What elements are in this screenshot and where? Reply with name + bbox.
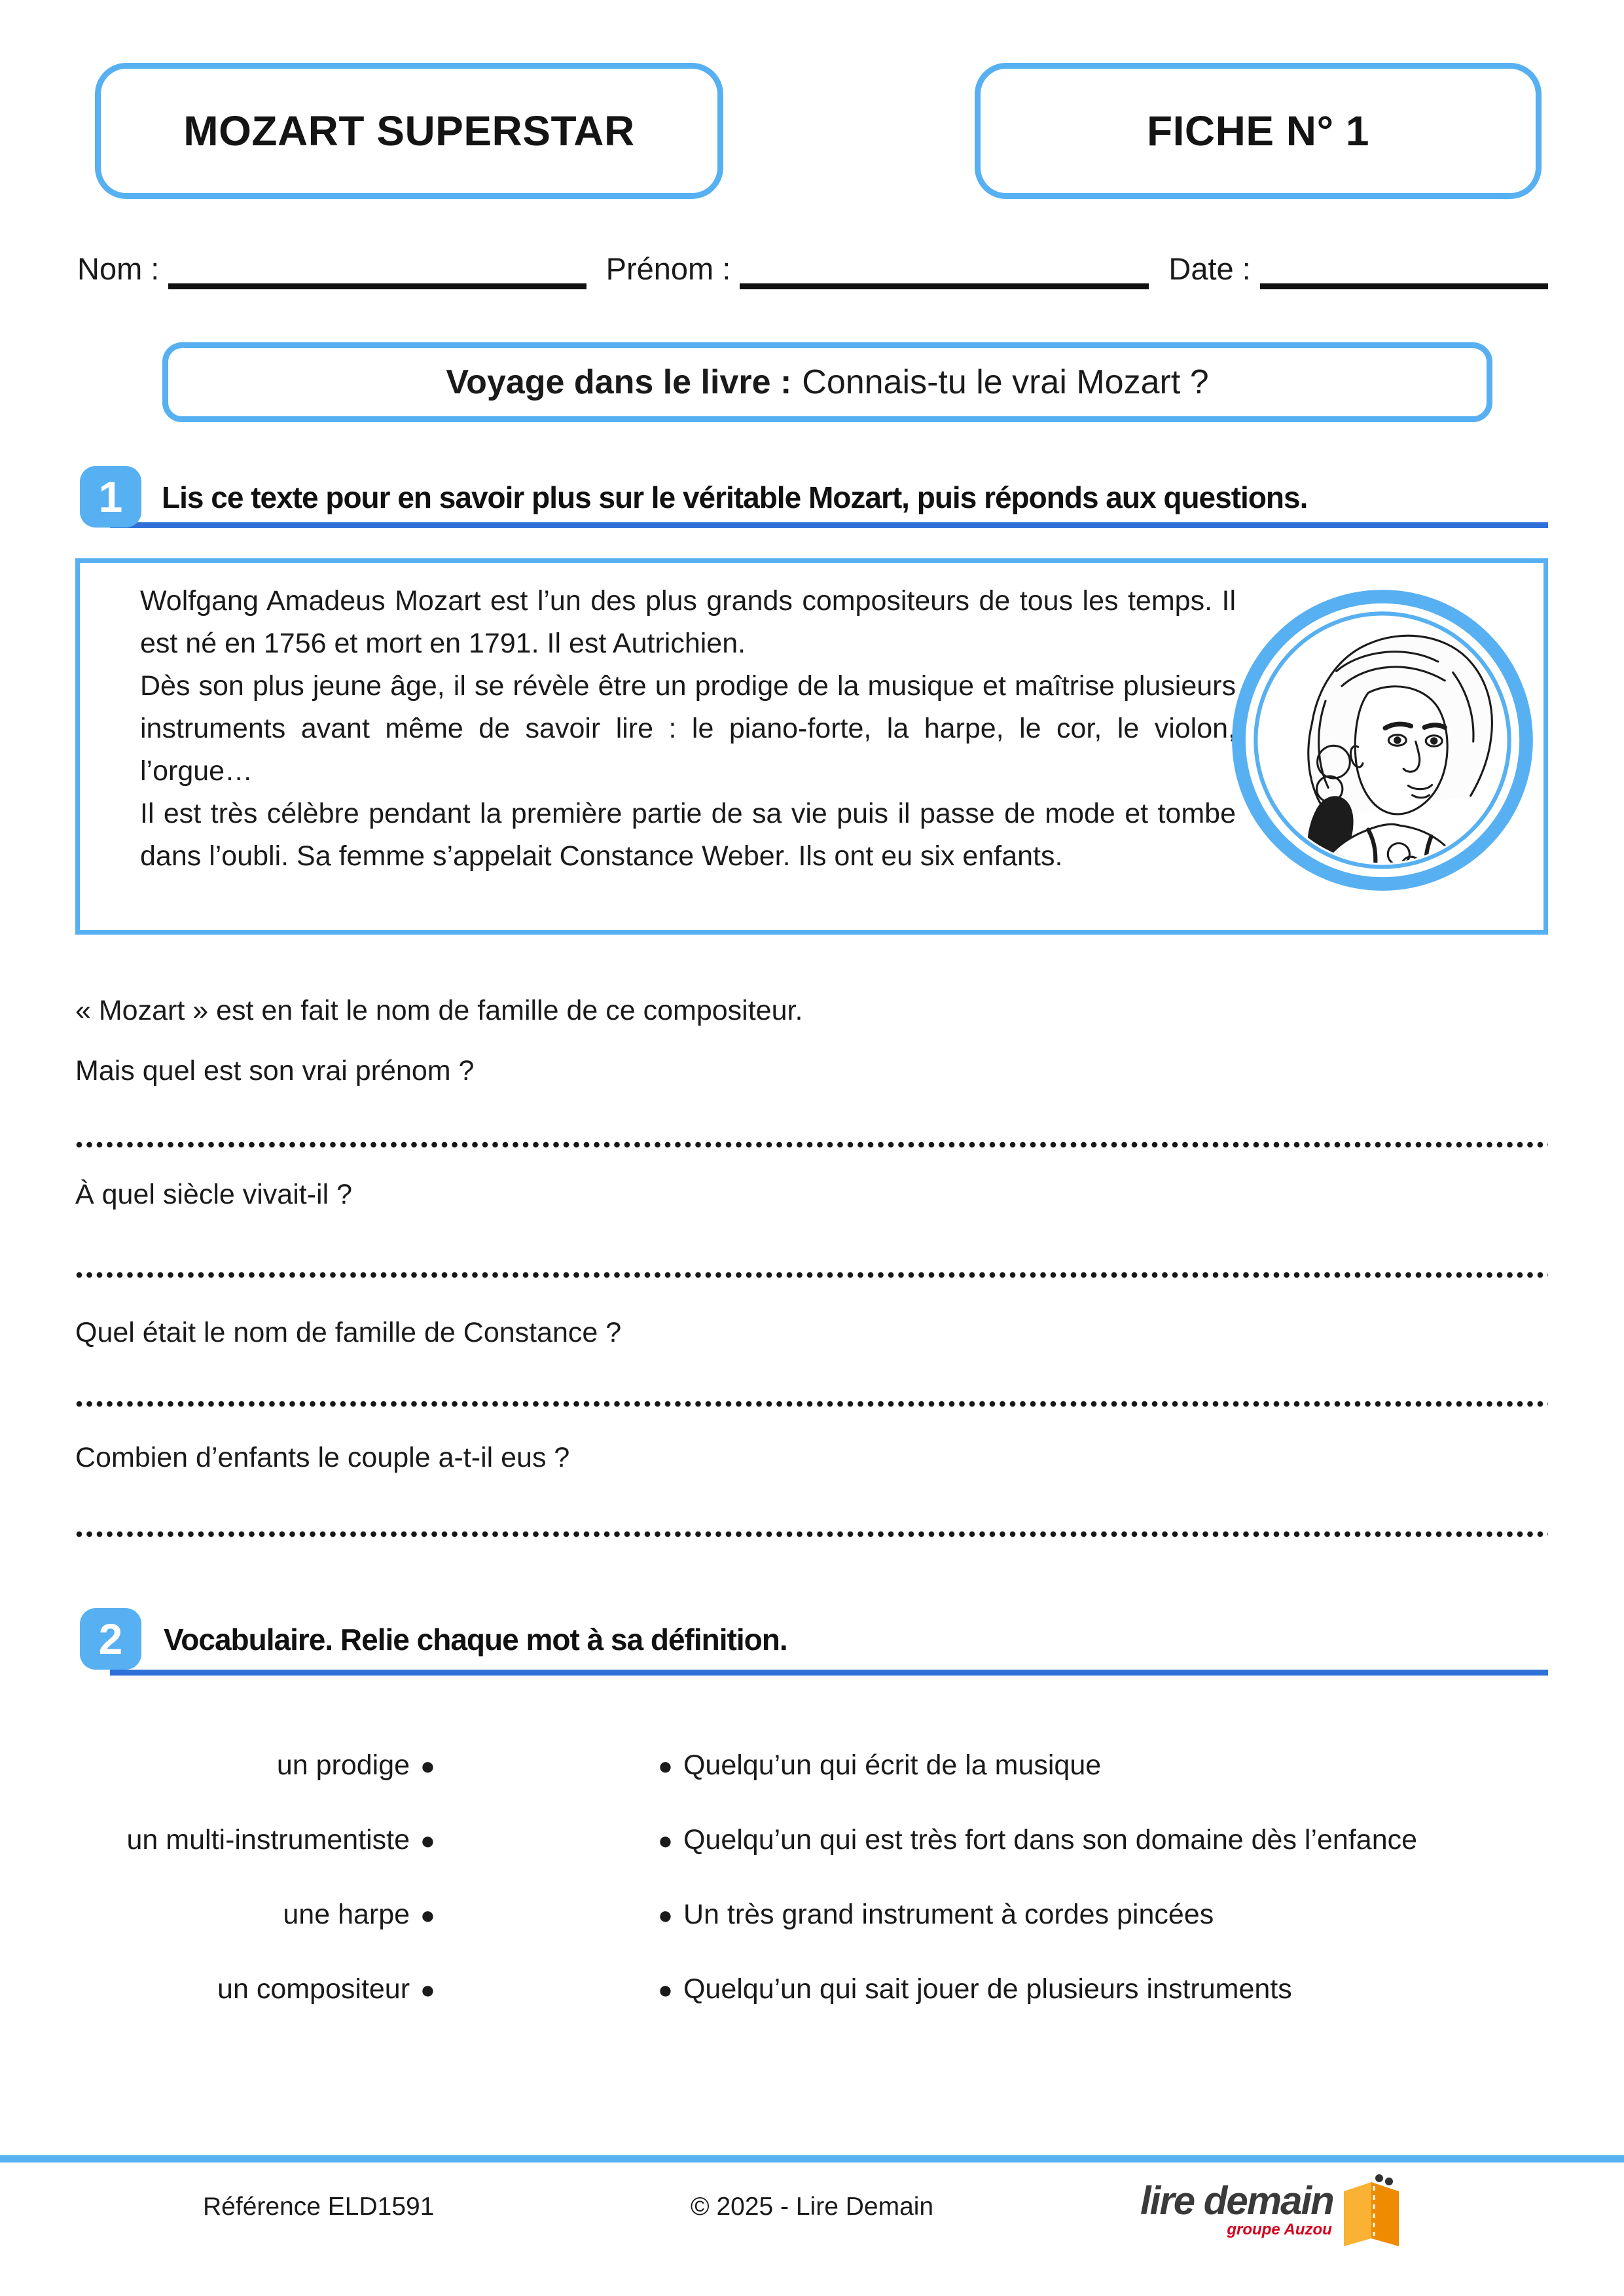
definition-label: Un très grand instrument à cordes pincées (683, 1898, 1214, 1930)
title-box (95, 63, 723, 199)
word-label: un compositeur (217, 1973, 410, 2005)
connector-dot[interactable]: ● (420, 1901, 435, 1929)
prenom-label: Prénom : (605, 251, 731, 286)
exercise1-divider (110, 522, 1548, 528)
match-word (75, 1899, 435, 1931)
open-book-icon (1339, 2172, 1404, 2250)
answer-line-4[interactable] (75, 1530, 1548, 1539)
match-word (75, 1749, 435, 1782)
banner-bold-text: Voyage dans le livre : (446, 363, 792, 401)
exercise1-instruction: Lis ce texte pour en savoir plus sur le véritable Mozart, puis réponds aux questions. (162, 480, 1308, 514)
connector-dot[interactable]: ● (658, 1752, 673, 1780)
question-2: À quel siècle vivait-il ? (75, 1179, 353, 1210)
prenom-write-line[interactable] (740, 250, 1149, 289)
connector-dot[interactable]: ● (658, 1901, 673, 1929)
nom-write-line[interactable] (168, 250, 586, 289)
question-4: Combien d’enfants le couple a-t-il eus ? (75, 1442, 570, 1473)
connector-dot[interactable]: ● (420, 1827, 435, 1855)
reading-paragraph: Dès son plus jeune âge, il se révèle être un prodige de la musique et maîtrise plusieurs instruments avant même de savoir lire : le piano-forte, la harpe, le cor, le violon, l’orgue… (140, 670, 1236, 787)
fiche-number: FICHE N° 1 (1147, 107, 1369, 154)
date-write-line[interactable] (1260, 250, 1548, 289)
match-definition (658, 1749, 1101, 1782)
reading-text-box (75, 558, 1548, 935)
identity-row (77, 250, 1548, 289)
publisher-logo-text (1140, 2178, 1333, 2239)
chapter-banner (162, 342, 1492, 422)
banner-normal-text: Connais-tu le vrai Mozart ? (802, 363, 1209, 401)
connector-dot[interactable]: ● (420, 1976, 435, 2004)
reading-paragraph: Wolfgang Amadeus Mozart est l’un des plus grands compositeurs de tous les temps. Il est né en 1756 et mort en 1791. Il est Autrichien. (140, 585, 1236, 659)
word-label: un multi-instrumentiste (126, 1823, 410, 1856)
match-row (75, 1803, 1548, 1877)
word-label: une harpe (283, 1898, 410, 1930)
connector-dot[interactable]: ● (658, 1976, 673, 2004)
exercise2-instruction: Vocabulaire. Relie chaque mot à sa définition. (164, 1623, 787, 1657)
definition-label: Quelqu’un qui sait jouer de plusieurs instruments (683, 1973, 1292, 2005)
match-definition (658, 1899, 1214, 1931)
match-word (75, 1973, 435, 2005)
connector-dot[interactable]: ● (420, 1752, 435, 1780)
match-definition (658, 1973, 1292, 2005)
exercise2-number-badge: 2 (80, 1608, 141, 1670)
answer-line-1[interactable] (75, 1140, 1548, 1150)
definition-label: Quelqu’un qui écrit de la musique (683, 1749, 1102, 1781)
publisher-group: groupe Auzou (1227, 2221, 1332, 2238)
connector-dot[interactable]: ● (658, 1827, 673, 1855)
question-3: Quel était le nom de famille de Constance ? (75, 1317, 622, 1348)
match-row (75, 1877, 1548, 1952)
word-label: un prodige (276, 1749, 410, 1781)
date-label: Date : (1168, 251, 1251, 286)
reading-text (140, 580, 1236, 878)
publisher-logo (1140, 2172, 1404, 2250)
match-row (75, 1728, 1548, 1803)
answer-line-2[interactable] (75, 1270, 1548, 1280)
match-definition (658, 1824, 1417, 1856)
nom-label: Nom : (77, 251, 160, 286)
match-word (75, 1824, 435, 1856)
mozart-portrait (1229, 584, 1536, 897)
question-intro: « Mozart » est en fait le nom de famille de ce compositeur. (75, 995, 803, 1026)
exercise2-divider (110, 1670, 1548, 1676)
reading-paragraph: Il est très célèbre pendant la première partie de sa vie puis il passe de mode et tombe dans l’oubli. Sa femme s’appelait Constance Weber. Ils ont eu six enfants. (140, 798, 1236, 872)
fiche-box (975, 63, 1542, 199)
footer-divider (0, 2155, 1624, 2162)
exercise1-number-badge: 1 (80, 466, 141, 528)
answer-line-3[interactable] (75, 1399, 1548, 1409)
question-1: Mais quel est son vrai prénom ? (75, 1055, 475, 1086)
matching-exercise (75, 1728, 1548, 2026)
worksheet-title: MOZART SUPERSTAR (183, 107, 635, 154)
footer-copyright: © 2025 - Lire Demain (690, 2193, 934, 2221)
definition-label: Quelqu’un qui est très fort dans son domaine dès l’enfance (683, 1823, 1418, 1856)
publisher-name: lire demain (1140, 2179, 1333, 2223)
footer-reference: Référence ELD1591 (203, 2193, 435, 2221)
match-row (75, 1952, 1548, 2026)
